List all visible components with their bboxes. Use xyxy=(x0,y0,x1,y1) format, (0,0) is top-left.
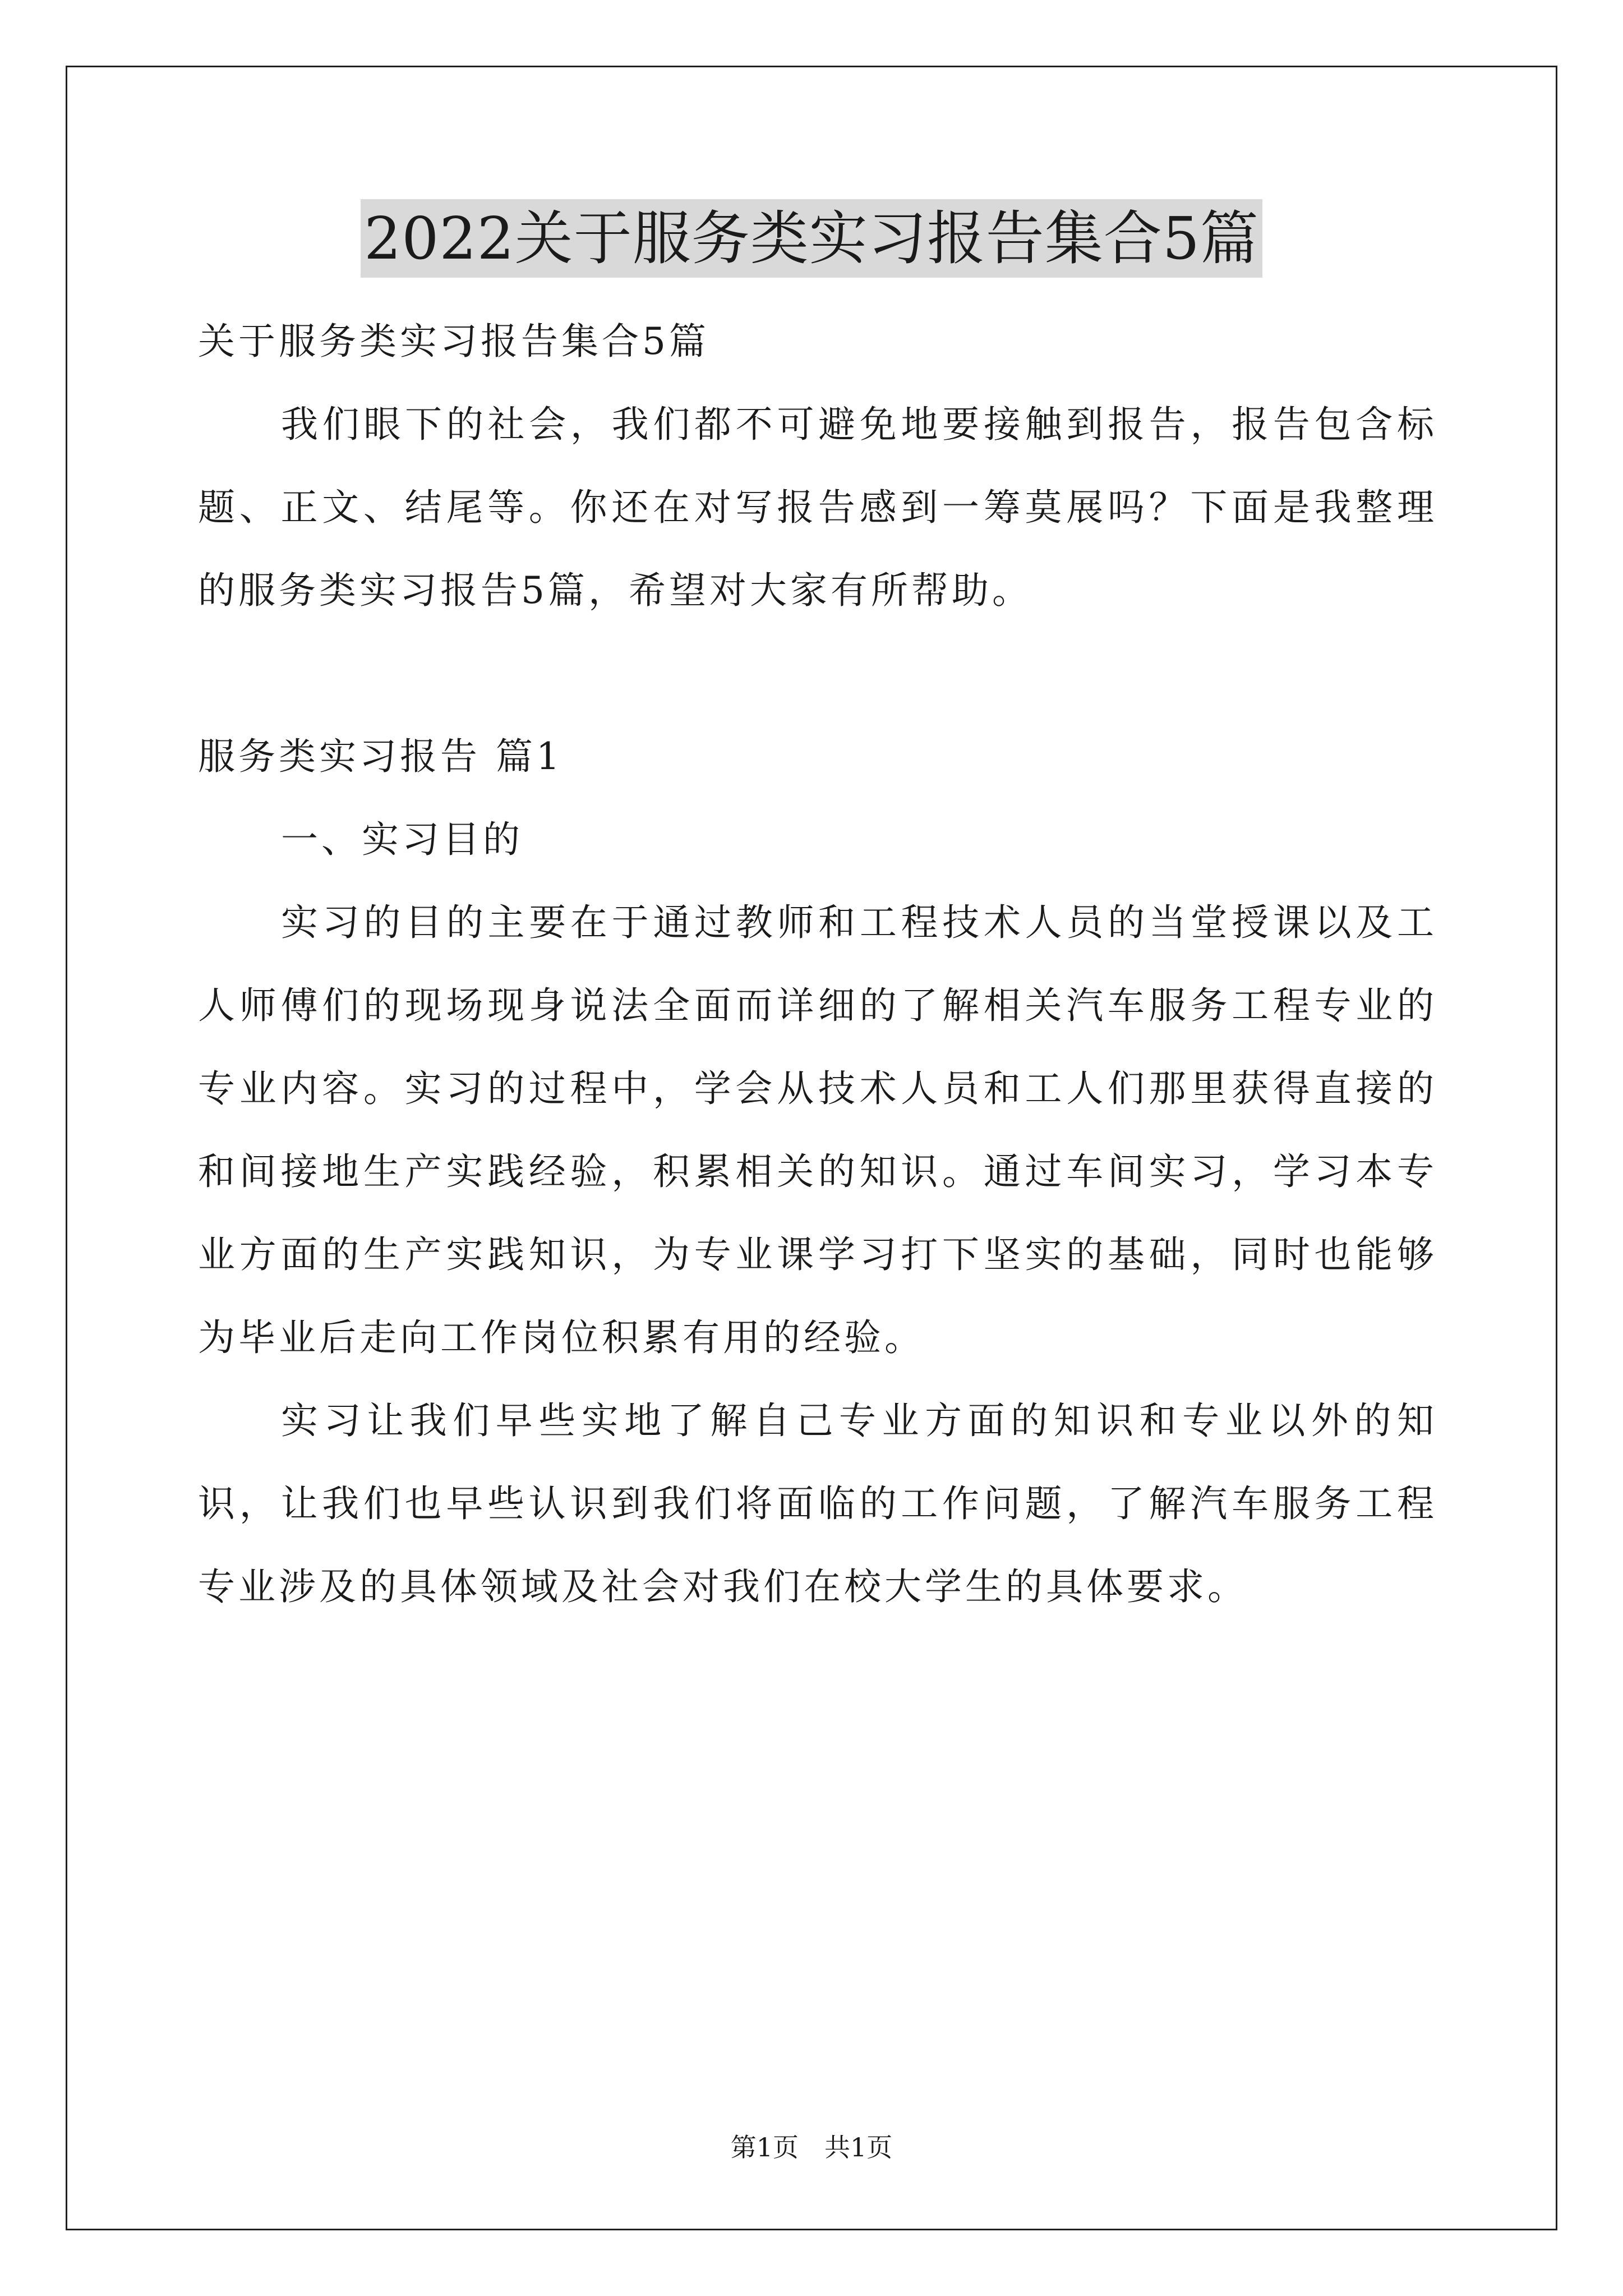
document-title: 2022关于服务类实习报告集合5篇 xyxy=(361,199,1262,278)
section-heading: 服务类实习报告 篇1 xyxy=(198,735,563,778)
document-body xyxy=(198,300,1437,1628)
spacer xyxy=(198,632,1437,715)
body-paragraph: 实习让我们早些实地了解自己专业方面的知识和专业以外的知识，让我们也早些认识到我们将面临的工作问题，了解汽车服务工程专业涉及的具体领域及社会对我们在校大学生的具体要求。 xyxy=(198,1399,1437,1608)
intro-paragraph: 我们眼下的社会，我们都不可避免地要接触到报告，报告包含标题、正文、结尾等。你还在对写报告感到一筹莫展吗？下面是我整理的服务类实习报告5篇，希望对大家有所帮助。 xyxy=(198,403,1437,612)
title-container xyxy=(0,199,1623,278)
subheading: 一、实习目的 xyxy=(281,818,523,861)
body-paragraph: 实习的目的主要在于通过教师和工程技术人员的当堂授课以及工人师傅们的现场现身说法全面而详细的了解相关汽车服务工程专业的专业内容。实习的过程中，学会从技术人员和工人们那里获得直接的和间接地生产实践经验，积累相关的知识。通过车间实习，学习本专业方面的生产实践知识，为专业课学习打下坚实的基础，同时也能够为毕业后走向工作岗位积累有用的经验。 xyxy=(198,901,1437,1359)
page-footer: 第1页 共1页 xyxy=(730,2132,893,2162)
document-subtitle: 关于服务类实习报告集合5篇 xyxy=(198,320,709,363)
